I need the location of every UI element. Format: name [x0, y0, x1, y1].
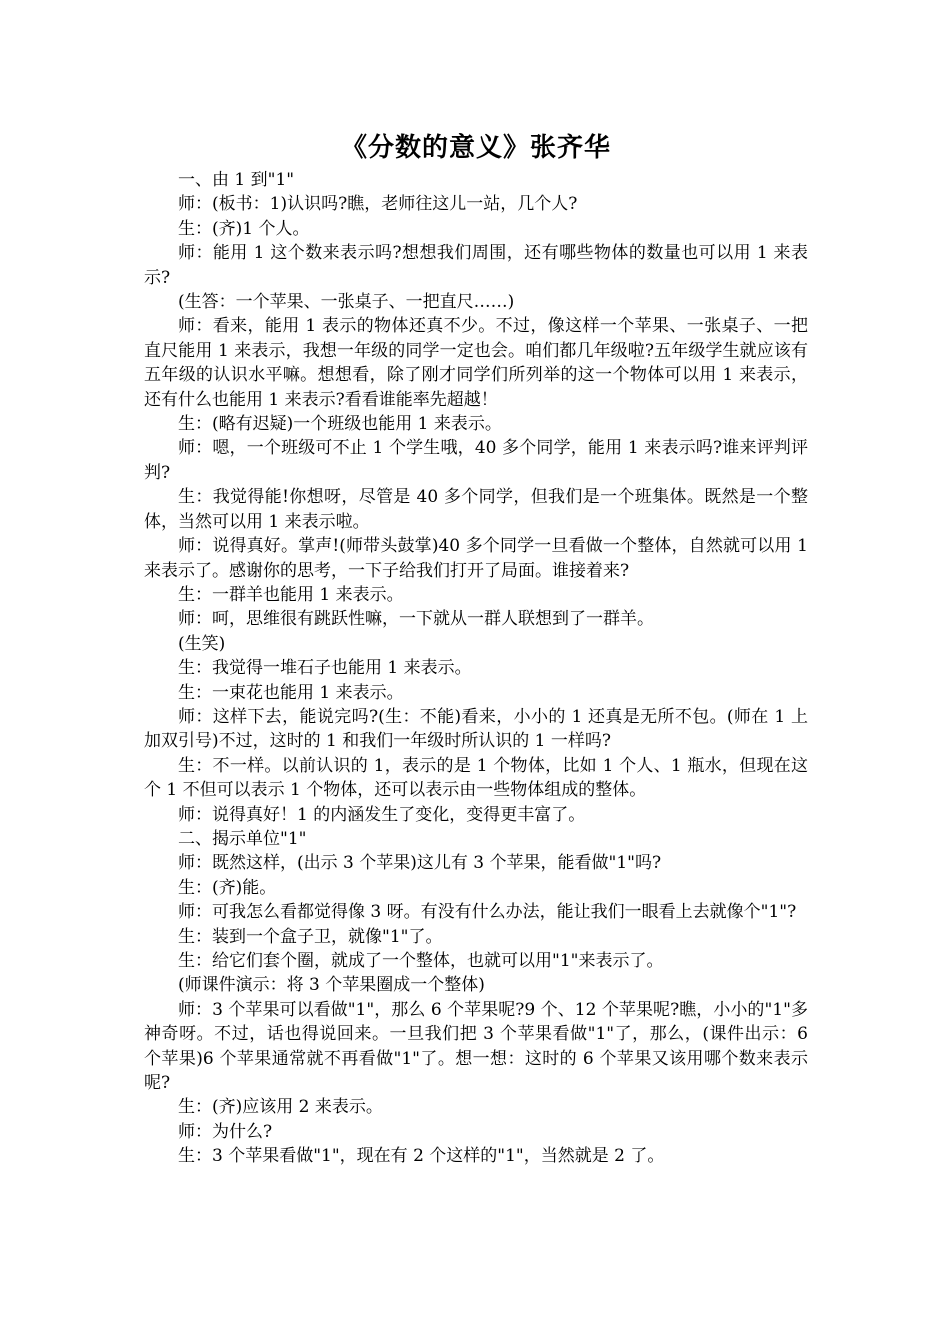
- paragraph: 生：(略有迟疑)一个班级也能用 1 来表示。: [178, 414, 502, 435]
- paragraph: 二、揭示单位"1": [178, 828, 307, 849]
- document-page: [144, 128, 808, 1169]
- paragraph: 师：可我怎么看都觉得像 3 呀。有没有什么办法，能让我们一眼看上去就像个"1"?: [178, 902, 797, 923]
- paragraph: 生：不一样。以前认识的 1，表示的是 1 个物体，比如 1 个人、1 瓶水，但现在这个 1 不但可以表示 1 个物体，还可以表示由一些物体组成的整体。: [144, 755, 808, 801]
- paragraph: 师：能用 1 这个数来表示吗?想想我们周围，还有哪些物体的数量也可以用 1 来表示?: [144, 243, 808, 288]
- paragraph: 生：(齐)能。: [178, 877, 277, 898]
- paragraph: 师：呵，思维很有跳跃性嘛，一下就从一群人联想到了一群羊。: [178, 609, 654, 630]
- paragraph: 师：既然这样，(出示 3 个苹果)这儿有 3 个苹果，能看做"1"吗?: [178, 853, 662, 874]
- paragraph: 师：(板书：1)认识吗?瞧，老师往这儿一站，几个人?: [178, 194, 578, 215]
- paragraph: 生：3 个苹果看做"1"，现在有 2 个这样的"1"，当然就是 2 了。: [178, 1146, 665, 1167]
- document-body: [144, 168, 808, 1169]
- paragraph: 一、由 1 到"1": [178, 170, 295, 190]
- paragraph: 生：我觉得一堆石子也能用 1 来表示。: [178, 658, 472, 679]
- paragraph: 生：给它们套个圈，就成了一个整体，也就可以用"1"来表示了。: [178, 951, 664, 971]
- paragraph: 师：看来，能用 1 表示的物体还真不少。不过，像这样一个苹果、一张桌子、一把直尺能用 1 来表示，我想一年级的同学一定也会。咱们都几年级啦?五年级学生就应该有五年级的认识水平嘛。想想看，除了刚才同学们所列举的这一个物体可以用 1 来表示，还有什么也能用 1 来表示?看看谁能率先超越！: [144, 316, 808, 410]
- paragraph: (师课件演示：将 3 个苹果圈成一个整体): [178, 975, 485, 996]
- paragraph: 师：这样下去，能说完吗?(生：不能)看来，小小的 1 还真是无所不包。(师在 1 上加双引号)不过，这时的 1 和我们一年级时所认识的 1 一样吗?: [144, 706, 808, 752]
- document-title: 《分数的意义》张齐华: [340, 133, 611, 163]
- paragraph: 师：说得真好！1 的内涵发生了变化，变得更丰富了。: [178, 804, 586, 825]
- paragraph: 师：说得真好。掌声!(师带头鼓掌)40 多个同学一旦看做一个整体，自然就可以用 1 来表示了。感谢你的思考，一下子给我们打开了局面。谁接着来?: [144, 536, 808, 581]
- paragraph: 生：一束花也能用 1 来表示。: [178, 682, 404, 703]
- paragraph: 生：(齐)1 个人。: [178, 218, 310, 239]
- paragraph: 生：装到一个盒子卫，就像"1"了。: [178, 926, 443, 947]
- paragraph: 师：3 个苹果可以看做"1"，那么 6 个苹果呢?9 个、12 个苹果呢?瞧，小小的"1"多神奇呀。不过，话也得说回来。一旦我们把 3 个苹果看做"1"了，那么，(课件出示：6 个苹果)6 个苹果通常就不再看做"1"了。想一想：这时的 6 个苹果又该用哪个数来表示呢?: [144, 999, 808, 1094]
- paragraph: (生答：一个苹果、一张桌子、一把直尺……): [178, 292, 515, 313]
- paragraph: 生：我觉得能!你想呀，尽管是 40 多个同学，但我们是一个班集体。既然是一个整体，当然可以用 1 来表示啦。: [144, 487, 808, 532]
- paragraph: 生：一群羊也能用 1 来表示。: [178, 584, 404, 605]
- paragraph: (生笑): [178, 633, 226, 654]
- paragraph: 生：(齐)应该用 2 来表示。: [178, 1097, 383, 1118]
- paragraph: 师：嗯，一个班级可不止 1 个学生哦，40 多个同学，能用 1 来表示吗?谁来评判评判?: [144, 438, 808, 483]
- paragraph: 师：为什么?: [178, 1121, 273, 1142]
